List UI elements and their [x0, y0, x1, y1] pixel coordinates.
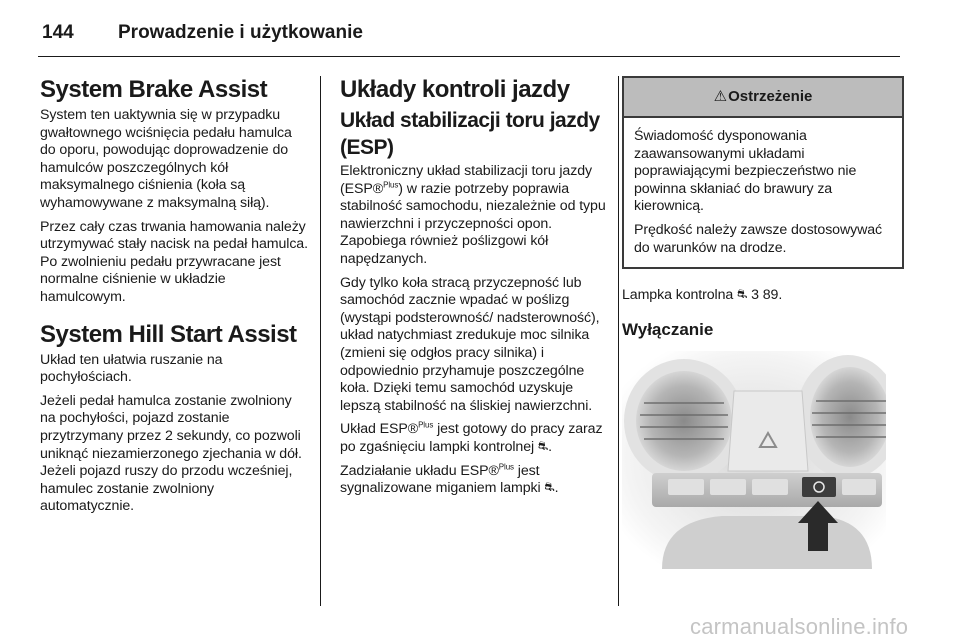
- hill-start-paragraph-2: Jeżeli pedał hamulca zostanie zwolniony na pochyłości, pojazd zostanie przytrzymany przez 2 sekundy, co pozwoli uniknąć niezamierzonego zjechania w dół. Jeżeli pojazd ruszy do przodu wcześniej, hamulec zostanie zwolniony automatycznie.: [40, 392, 302, 515]
- esp-paragraph-2: Gdy tylko koła stracą przyczepność lub samochód zacznie wpadać w poślizg (wystąpi podsterowność/ nadsterowność), układ natychmiast zredukuje moc silnika (zmieni się odgłos pracy silnika) i odpowiednio przyhamuje poszczególne koła. Dzięki temu samochód uzyskuje lepszą stabilność na śliskiej nawierzchni.: [340, 274, 600, 414]
- page-number: 144: [42, 22, 74, 43]
- driving-control-heading: Układy kontroli jazdy: [340, 76, 570, 103]
- column-left: [40, 76, 308, 522]
- esp-heading: Układ stabilizacji toru jazdy (ESP): [340, 109, 600, 159]
- brake-assist-heading: System Brake Assist: [40, 76, 268, 103]
- esp-paragraph-4: Zadziałanie układu ESP®$^{Plus}$ jest sygnalizowane miganiem lampki ⛐.: [340, 461, 559, 497]
- warning-header: [624, 78, 902, 118]
- column-divider: [320, 76, 321, 606]
- warning-paragraph-2: Prędkość należy zawsze dostosowywać do warunków na drodze.: [634, 221, 883, 256]
- esp-warning-light-icon: ⛐: [544, 480, 555, 495]
- warning-box: [622, 76, 904, 269]
- warning-paragraph-1: Świadomość dysponowania zaawansowanymi układami poprawiającymi bezpieczeństwo nie powinna skłaniać do brawury za kierownicą.: [634, 128, 857, 215]
- column-right: [622, 76, 904, 569]
- warning-icon: ⚠: [713, 88, 728, 105]
- warning-body: [624, 118, 902, 267]
- hill-start-heading: System Hill Start Assist: [40, 320, 297, 348]
- esp-paragraph-1: Elektroniczny układ stabilizacji toru jazdy (ESP®$^{Plus}$) w razie potrzeby poprawia stabilność samochodu, niezależnie od typu nawierzchni i przyczepności opon. Zapobiega również poślizgowi kół napędzanych.: [340, 163, 606, 267]
- dashboard-esp-button-photo: [622, 351, 886, 569]
- watermark: carmanualsonline.info: [690, 614, 909, 639]
- esp-warning-light-icon: ⛐: [537, 438, 549, 453]
- chapter-title: Prowadzenie i użytkowanie: [118, 22, 363, 43]
- indicator-reference: Lampka kontrolna ⛐ 3 89.: [622, 287, 783, 304]
- column-divider: [618, 76, 619, 606]
- page-header: [38, 16, 900, 57]
- brake-assist-paragraph-2: Przez cały czas trwania hamowania należy utrzymywać stały nacisk na pedał hamulca. Po zwolnieniu pedału przywracane jest normalne ciśnienie w układzie hamulcowym.: [40, 218, 308, 305]
- switch-off-heading: Wyłączanie: [622, 319, 714, 339]
- hill-start-paragraph-1: Układ ten ułatwia ruszanie na pochyłościach.: [40, 351, 223, 386]
- column-middle: [340, 76, 606, 504]
- warning-title: Ostrzeżenie: [728, 88, 813, 105]
- esp-warning-light-icon: ⛐: [737, 287, 748, 302]
- esp-paragraph-3: Układ ESP®$^{Plus}$ jest gotowy do pracy zaraz po zgaśnięciu lampki kontrolnej ⛐.: [340, 420, 603, 455]
- brake-assist-paragraph-1: System ten uaktywnia się w przypadku gwałtownego wciśnięcia pedału hamulca do oporu, powodując doprowadzenie do hamulców poszczególnych kół maksymalnego ciśnienia (koła są wyhamowywane z maksymalną siłą).: [40, 107, 292, 211]
